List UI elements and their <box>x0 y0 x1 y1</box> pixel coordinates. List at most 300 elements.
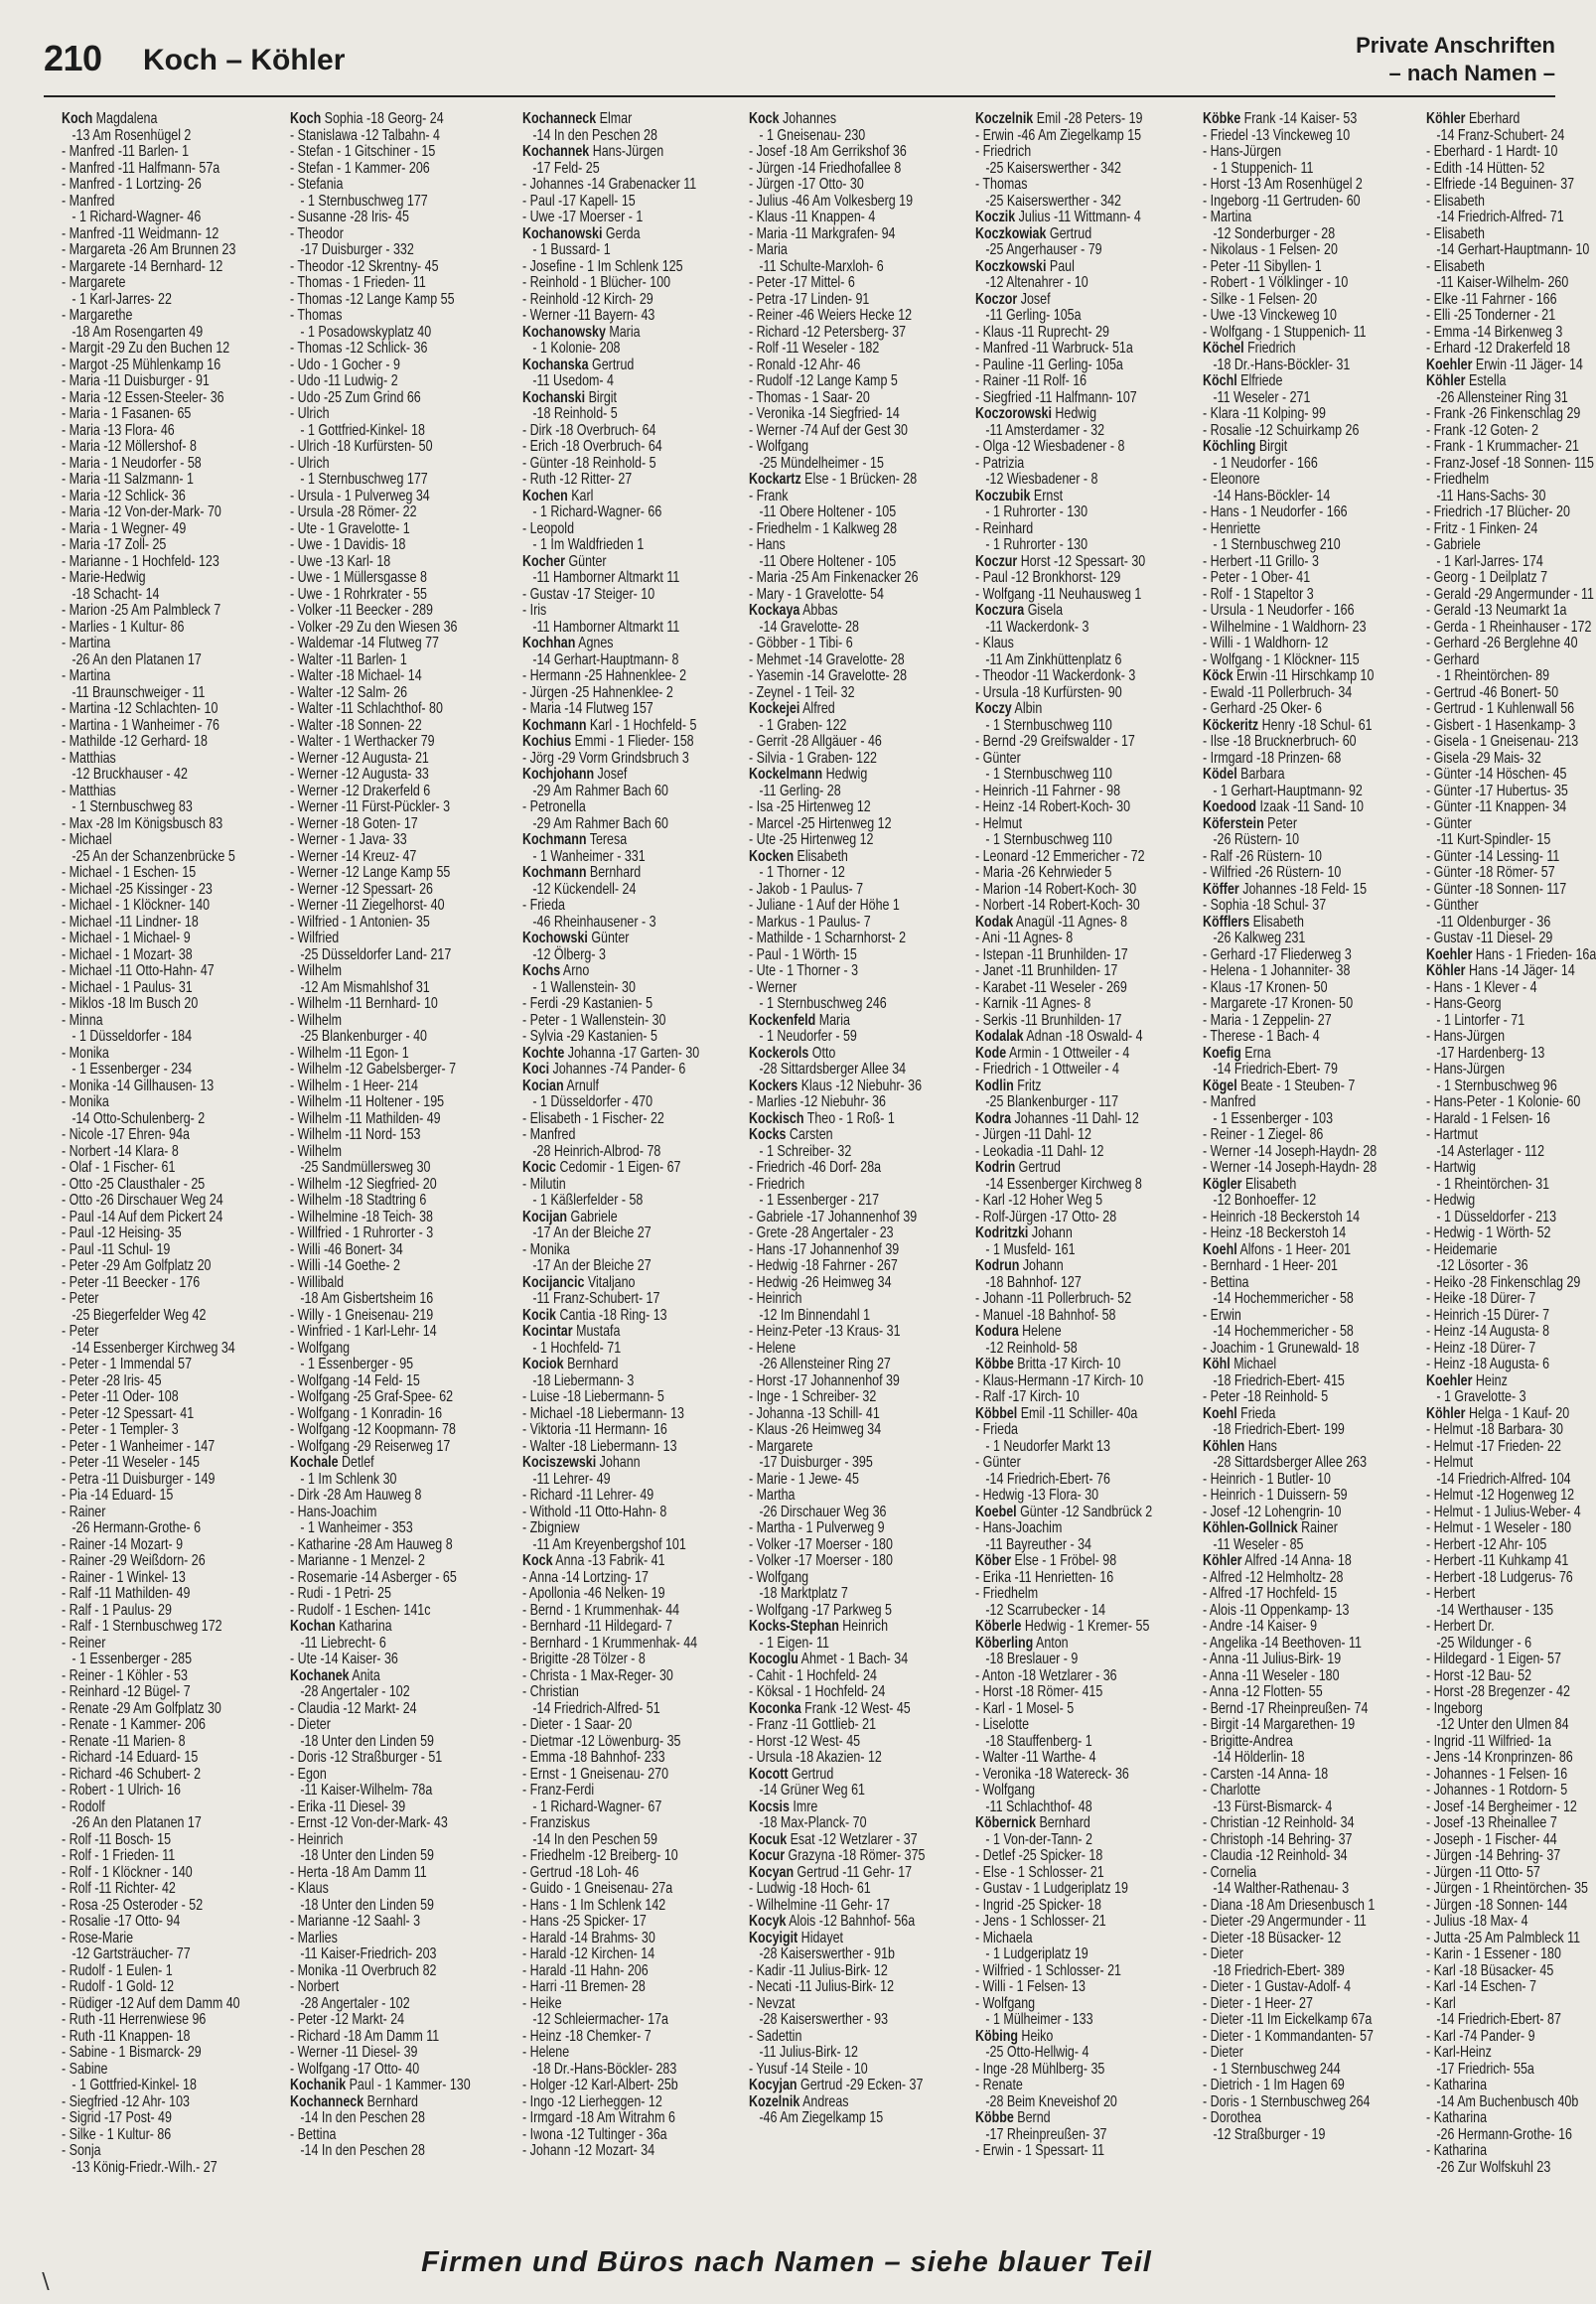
directory-entry: - Leopold <box>521 519 574 537</box>
directory-entry: - 1 Ludgeriplatz 19 <box>975 1945 1088 1962</box>
directory-entry: -14 Asterlager - 112 <box>1425 1142 1545 1160</box>
directory-entry: - Manfred <box>62 192 115 210</box>
directory-entry: -18 Dr.-Hans-Böckler- 31 <box>1202 356 1351 373</box>
directory-entry: - 1 Essenberger - 103 <box>1202 1109 1334 1127</box>
directory-entry: - 1 Essenberger - 285 <box>62 1651 193 1667</box>
directory-entry: Kodrin Gertrud <box>975 1159 1062 1176</box>
directory-entry: - Rolf - 1 Klöckner - 140 <box>62 1863 193 1881</box>
directory-entry: - Günter -18 Reinhold- 5 <box>521 454 656 472</box>
directory-entry: - Karin - 1 Essener - 180 <box>1425 1945 1561 1962</box>
directory-entry: -12 Am Mismahlshof 31 <box>290 978 431 996</box>
directory-entry: - Siegfried -11 Halfmann- 107 <box>975 388 1137 406</box>
directory-entry: - Helmut - 1 Julius-Weber- 4 <box>1425 1503 1581 1520</box>
directory-entry: - Emma -14 Birkenweg 3 <box>1425 323 1563 341</box>
page-header <box>44 30 1555 95</box>
directory-entry: - Werner -12 Augusta- 21 <box>290 749 430 767</box>
directory-entry: - Paul -12 Bronkhorst- 129 <box>975 569 1121 586</box>
directory-entry: - Wolfgang <box>290 1339 351 1357</box>
directory-entry: -14 Friedrich-Ebert- 79 <box>1202 1061 1338 1078</box>
directory-entry: - Franz-Josef -18 Sonnen- 115 <box>1425 454 1594 472</box>
directory-entry: - Julius -18 Max- 4 <box>1425 1913 1528 1930</box>
directory-entry: - Norbert -14 Robert-Koch- 30 <box>975 897 1140 914</box>
directory-entry: - Ingrid -25 Spicker- 18 <box>975 1896 1102 1914</box>
directory-entry: Koefig Erna <box>1202 1044 1271 1062</box>
directory-entry: - Wilhelm -12 Siegfried- 20 <box>290 1175 438 1193</box>
directory-entry: - Brigitte-Andrea <box>1202 1732 1293 1750</box>
directory-entry: -12 Bonhoeffer- 12 <box>1202 1192 1317 1209</box>
directory-entry: -29 Am Rahmer Bach 60 <box>521 782 668 799</box>
directory-entry: - Johann -11 Pollerbruch- 52 <box>975 1290 1132 1307</box>
directory-entry: - Dieter - 1 Heer- 27 <box>1202 1994 1313 2012</box>
directory-entry: -18 Unter den Linden 59 <box>290 1847 435 1864</box>
directory-entry: - Stefan - 1 Gitschiner - 15 <box>290 143 436 160</box>
directory-entry: - Renate - 1 Kammer- 206 <box>62 1716 206 1733</box>
directory-entry: -14 Essenberger Kirchweg 34 <box>62 1339 235 1357</box>
directory-entry: - Willi -46 Bonert- 34 <box>290 1240 404 1258</box>
directory-entry: - Klaus -26 Heimweg 34 <box>749 1421 882 1438</box>
directory-entry: - Claudia -12 Markt- 24 <box>290 1699 418 1717</box>
directory-entry: - Dieter - 1 Kommandanten- 57 <box>1202 2027 1374 2045</box>
directory-entry: -14 Essenberger Kirchweg 8 <box>975 1175 1143 1193</box>
directory-entry: - Friedrich <box>749 1175 805 1193</box>
directory-entry: - Dieter <box>1202 1945 1243 1962</box>
directory-entry: - Uwe -17 Moerser - 1 <box>521 209 643 225</box>
directory-entry: - Johannes - 1 Rotdorn- 5 <box>1425 1782 1568 1799</box>
directory-entry: - Heinz -18 Augusta- 6 <box>1425 1356 1550 1372</box>
directory-entry: - Hedwig -13 Flora- 30 <box>975 1487 1099 1504</box>
directory-entry: - Margit -29 Zu den Buchen 12 <box>62 340 230 357</box>
directory-entry: -25 An der Schanzenbrücke 5 <box>62 847 235 865</box>
directory-entry: - Otto -25 Clausthaler - 25 <box>62 1175 206 1193</box>
directory-entry: - Klaus-Hermann -17 Kirch- 10 <box>975 1371 1144 1389</box>
directory-entry: - Wolfgang -17 Otto- 40 <box>290 2060 420 2078</box>
directory-entry: - Gertrud - 1 Kuhlenwall 56 <box>1425 700 1575 717</box>
directory-entry: - 1 Sternbuschweg 110 <box>975 766 1112 783</box>
directory-entry: -25 Kaiserswerther - 342 <box>975 192 1122 210</box>
directory-entry: - 1 Richard-Wagner- 46 <box>62 209 202 225</box>
directory-entry: - 1 Ruhrorter - 130 <box>975 536 1088 553</box>
directory-entry: - Gertrud -46 Bonert- 50 <box>1425 683 1559 701</box>
directory-entry: - 1 Eigen- 11 <box>749 1634 830 1652</box>
directory-entry: - Doris - 1 Sternbuschweg 264 <box>1202 2092 1371 2110</box>
directory-entry: - Wilhelm -18 Stadtring 6 <box>290 1192 427 1209</box>
directory-entry: - Marianne - 1 Hochfeld- 123 <box>62 552 219 570</box>
directory-entry: - Werner -74 Auf der Gest 30 <box>749 421 909 439</box>
directory-entry: - Margareta -26 Am Brunnen 23 <box>62 241 236 258</box>
directory-entry: - Ralf -11 Mathilden- 49 <box>62 1585 191 1602</box>
directory-entry: - Thomas - 1 Saar- 20 <box>749 388 871 406</box>
directory-entry: Koczur Horst -12 Spessart- 30 <box>975 552 1146 570</box>
directory-entry: - Marianne - 1 Menzel- 2 <box>290 1552 426 1569</box>
directory-entry: Kocur Grazyna -18 Römer- 375 <box>749 1847 926 1864</box>
directory-entry: -26 Hermann-Grothe- 16 <box>1425 2125 1572 2143</box>
directory-entry: - Hedwig - 1 Wörth- 52 <box>1425 1224 1551 1241</box>
directory-entry: Kociok Bernhard <box>521 1356 618 1372</box>
directory-entry: - Olga -12 Wiesbadener - 8 <box>975 438 1125 455</box>
directory-entry: - Heinrich -11 Fahrner - 98 <box>975 782 1121 799</box>
directory-entry: -18 Dr.-Hans-Böckler- 283 <box>521 2060 676 2078</box>
directory-entry: Kocuk Esat -12 Wetzlarer - 37 <box>749 1830 918 1848</box>
directory-entry: -28 Heinrich-Albrod- 78 <box>521 1142 660 1160</box>
directory-entry: - Werner - 1 Java- 33 <box>290 831 408 848</box>
directory-entry: Kocyjan Gertrud -29 Ecken- 37 <box>749 2077 924 2093</box>
directory-entry: - Wilfried - 1 Schlosser- 21 <box>975 1961 1122 1979</box>
directory-entry: - Peter - 1 Wallenstein- 30 <box>521 1011 665 1029</box>
directory-entry: - Katharine -28 Am Hauweg 8 <box>290 1535 454 1553</box>
directory-entry: - Hermann -25 Hahnenklee- 2 <box>521 667 686 684</box>
directory-entry: -18 Bahnhof- 127 <box>975 1273 1083 1291</box>
directory-entry: - Marlies <box>290 1929 339 1946</box>
directory-entry: - Waldemar -14 Flutweg 77 <box>290 635 440 651</box>
directory-entry: -12 Wiesbadener - 8 <box>975 471 1098 488</box>
directory-entry: -14 Friedrich-Ebert- 76 <box>975 1470 1111 1488</box>
directory-entry: -46 Rheinhausener - 3 <box>521 913 656 931</box>
directory-entry: - Inge -28 Mühlberg- 35 <box>975 2060 1105 2078</box>
directory-entry: - Wilhelm -12 Gabelsberger- 7 <box>290 1061 457 1078</box>
directory-entry: Koczik Julius -11 Wittmann- 4 <box>975 209 1142 225</box>
directory-entry: - Rosa -25 Osteroder - 52 <box>62 1896 204 1914</box>
directory-entry: - Rolf -11 Bosch- 15 <box>62 1830 172 1848</box>
directory-entry: - 1 Essenberger - 95 <box>290 1356 414 1372</box>
directory-entry: -12 Reinhold- 58 <box>975 1339 1078 1357</box>
directory-entry: - Rolf-Jürgen -17 Otto- 28 <box>975 1208 1117 1225</box>
directory-entry: - Norbert <box>290 1978 340 1995</box>
directory-entry: - Sadettin <box>749 2027 802 2045</box>
directory-entry: - Friedhelm <box>1425 471 1490 488</box>
directory-entry: -11 Kaiser-Wilhelm- 78a <box>290 1782 433 1799</box>
directory-entry: -26 Allensteiner Ring 31 <box>1425 388 1568 406</box>
directory-entry: - Richard -46 Schubert- 2 <box>62 1765 202 1783</box>
directory-entry: - Norbert -14 Klara- 8 <box>62 1142 179 1160</box>
directory-entry: -28 Angertaler - 102 <box>290 1683 411 1700</box>
directory-entry: -11 Franz-Schubert- 17 <box>521 1290 659 1307</box>
section-heading <box>1356 32 1555 87</box>
directory-entry: - 1 Rheintörchen- 31 <box>1425 1175 1550 1193</box>
header-divider <box>44 95 1555 97</box>
directory-entry: - Irmgard -18 Am Witrahm 6 <box>521 2109 675 2126</box>
directory-entry: Kocks Carsten <box>749 1126 833 1143</box>
directory-entry: - Heinrich - 1 Butler- 10 <box>1202 1470 1331 1488</box>
directory-entry: - Peter -12 Spessart- 41 <box>62 1404 195 1422</box>
directory-entry: - Rodolf <box>62 1798 105 1815</box>
directory-entry: -18 Reinhold- 5 <box>521 405 618 422</box>
directory-entry: - Hans - 1 Klever - 4 <box>1425 978 1537 996</box>
directory-entry: - 1 Thorner - 12 <box>749 864 846 881</box>
directory-entry: - Marcel -25 Hirtenweg 12 <box>749 814 892 832</box>
directory-entry: - Hans - 1 Im Schlenk 142 <box>521 1896 665 1914</box>
directory-entry: - Hans-Jürgen <box>1425 1061 1506 1078</box>
directory-entry: -14 Gravelotte- 28 <box>749 618 860 636</box>
directory-entry: - Martina -12 Schlachten- 10 <box>62 700 218 717</box>
directory-entry: - Wolfgang -29 Reiserweg 17 <box>290 1437 451 1455</box>
directory-entry: - Ursula -18 Kurfürsten- 90 <box>975 683 1122 701</box>
directory-entry: - 1 Von-der-Tann- 2 <box>975 1830 1093 1848</box>
directory-entry: Kozelnik Andreas <box>749 2092 849 2110</box>
directory-entry: - Werner -12 Lange Kamp 55 <box>290 864 451 881</box>
directory-entry: - Werner -12 Drakerfeld 6 <box>290 782 431 799</box>
directory-entry: - Hedwig -26 Heimweg 34 <box>749 1273 892 1291</box>
directory-entry: - Wilhelm -11 Bernhard- 10 <box>290 995 439 1012</box>
directory-entry: - Volker -29 Zu den Wiesen 36 <box>290 618 458 636</box>
directory-entry: - Ursula -18 Akazien- 12 <box>749 1749 883 1766</box>
directory-entry: - Jens -14 Kronprinzen- 86 <box>1425 1749 1573 1766</box>
directory-entry: - Willibald <box>290 1273 345 1291</box>
directory-entry: - Heiko -28 Finkenschlag 29 <box>1425 1273 1581 1291</box>
directory-entry: - Rolf - 1 Stapeltor 3 <box>1202 585 1314 603</box>
directory-entry: - Willi -14 Goethe- 2 <box>290 1257 401 1274</box>
directory-entry: -26 Hermann-Grothe- 6 <box>62 1519 202 1536</box>
directory-entry: - Wilhelm <box>290 1142 343 1160</box>
directory-entry: - Ralf -17 Kirch- 10 <box>975 1388 1080 1405</box>
directory-entry: -25 Blankenburger - 40 <box>290 1028 428 1045</box>
directory-entry: - Charlotte <box>1202 1782 1261 1799</box>
directory-entry: - Yusuf -14 Steile - 10 <box>749 2060 869 2078</box>
directory-entry: - Günther <box>1425 897 1479 914</box>
directory-entry: - Günter <box>1425 814 1472 832</box>
directory-entry: - Frank -26 Finkenschlag 29 <box>1425 405 1581 422</box>
directory-entry: Kodura Helene <box>975 1323 1062 1340</box>
directory-entry: - Klaus <box>975 635 1015 651</box>
directory-entry: - Necati -11 Julius-Birk- 12 <box>749 1978 895 1995</box>
directory-entry: Koedood Izaak -11 Sand- 10 <box>1202 798 1364 815</box>
directory-entry: -17 Feld- 25 <box>521 159 600 177</box>
directory-entry: Köbke Frank -14 Kaiser- 53 <box>1202 110 1358 127</box>
directory-entry: - Ruth -12 Ritter- 27 <box>521 471 632 488</box>
directory-entry: - Erwin <box>1202 1306 1241 1324</box>
directory-entry: - Thomas <box>290 307 343 324</box>
directory-entry: -17 An der Bleiche 27 <box>521 1257 652 1274</box>
directory-entry: - Zeynel - 1 Teil- 32 <box>749 683 855 701</box>
directory-entry: - Ute - 1 Thorner - 3 <box>749 962 859 979</box>
directory-entry: - Maria -11 Markgrafen- 94 <box>749 224 896 242</box>
directory-entry: - Walter -18 Liebermann- 13 <box>521 1437 677 1455</box>
directory-entry: - Rainer -29 Weißdorn- 26 <box>62 1552 206 1569</box>
directory-entry: - 1 Gerhart-Hauptmann- 92 <box>1202 782 1363 799</box>
directory-entry: - Ludwig -18 Hoch- 61 <box>749 1880 872 1897</box>
directory-entry: -18 Friedrich-Ebert- 415 <box>1202 1371 1345 1389</box>
directory-entry: -14 Hochemmericher - 58 <box>1202 1290 1354 1307</box>
directory-entry: - 1 Richard-Wagner- 67 <box>521 1798 661 1815</box>
directory-entry: - Sabine - 1 Bismarck- 29 <box>62 2044 202 2061</box>
directory-entry: - Werner -14 Kreuz- 47 <box>290 847 417 865</box>
directory-entry: Köbernick Bernhard <box>975 1814 1091 1831</box>
directory-entry: - 1 Sternbuschweg 110 <box>975 831 1112 848</box>
directory-entry: - Monika <box>62 1093 109 1110</box>
directory-entry: - Karl-Heinz <box>1425 2044 1492 2061</box>
directory-entry: Köberling Anton <box>975 1634 1069 1652</box>
directory-entry: - Silke - 1 Felsen- 20 <box>1202 290 1318 308</box>
directory-entry: - 1 Düsseldorfer - 213 <box>1425 1208 1557 1225</box>
directory-entry: - Ralf -26 Rüstern- 10 <box>1202 847 1322 865</box>
directory-entry: - Mathilde -12 Gerhard- 18 <box>62 733 208 750</box>
directory-entry: -25 Kaiserswerther - 342 <box>975 159 1122 177</box>
directory-entry: - 1 Wanheimer - 353 <box>290 1519 414 1536</box>
directory-entry: Kocyk Alois -12 Bahnhof- 56a <box>749 1913 916 1930</box>
directory-entry: - Matthias <box>62 749 116 767</box>
directory-entry: - Maria <box>749 241 789 258</box>
directory-entry: Köhler Alfred -14 Anna- 18 <box>1202 1552 1352 1569</box>
directory-entry: -17 Duisburger - 395 <box>749 1454 874 1471</box>
directory-entry: - Renate -11 Marien- 8 <box>62 1732 186 1750</box>
directory-entry: - Maria - 1 Wegner- 49 <box>62 519 187 537</box>
directory-entry: - Gerhard -25 Oker- 6 <box>1202 700 1322 717</box>
directory-entry: - Peter -18 Reinhold- 5 <box>1202 1388 1329 1405</box>
directory-entry: - Nicole -17 Ehren- 94a <box>62 1126 190 1143</box>
directory-entry: - Heike <box>521 1994 562 2012</box>
directory-entry: - Marion -14 Robert-Koch- 30 <box>975 880 1137 898</box>
directory-entry: - Karl -18 Büsacker- 45 <box>1425 1961 1554 1979</box>
directory-entry: - Dorothea <box>1202 2109 1261 2126</box>
directory-entry: Kocic Cedomir - 1 Eigen- 67 <box>521 1159 681 1176</box>
directory-entry: Köhl Michael <box>1202 1356 1277 1372</box>
directory-entry: - Ruth -11 Herrenwiese 96 <box>62 2011 207 2028</box>
directory-entry: Koczkowiak Gertrud <box>975 224 1092 242</box>
directory-entry: Kögler Elisabeth <box>1202 1175 1297 1193</box>
directory-columns <box>62 110 1596 2217</box>
directory-entry: - Zbigniew <box>521 1519 580 1536</box>
directory-entry: - Hedwig -18 Fahrner - 267 <box>749 1257 899 1274</box>
directory-entry: Kochanneck Bernhard <box>290 2092 419 2110</box>
directory-entry: - 1 Neudorfer Markt 13 <box>975 1437 1111 1455</box>
directory-entry: -18 Liebermann- 3 <box>521 1371 634 1389</box>
directory-entry: - 1 Graben- 122 <box>749 716 847 734</box>
directory-entry: - Kadir -11 Julius-Birk- 12 <box>749 1961 889 1979</box>
directory-entry: - Theodor -11 Wackerdonk- 3 <box>975 667 1136 684</box>
directory-entry: - Michael - 1 Michael- 9 <box>62 930 191 946</box>
directory-entry: - Maria - 1 Neudorfer - 58 <box>62 454 202 472</box>
directory-entry: Kochmann Teresa <box>521 831 627 848</box>
directory-entry: - Ralf - 1 Sternbuschweg 172 <box>62 1618 222 1635</box>
directory-entry: - Iwona -12 Tultinger - 36a <box>521 2125 667 2143</box>
directory-entry: - Heinz -14 Augusta- 8 <box>1425 1323 1550 1340</box>
directory-entry: - Wolfgang - 1 Konradin- 16 <box>290 1404 443 1422</box>
directory-entry: - Friedrich -17 Blücher- 20 <box>1425 504 1570 520</box>
directory-entry: - Angelika -14 Beethoven- 11 <box>1202 1634 1362 1652</box>
directory-entry: - Jürgen -11 Dahl- 12 <box>975 1126 1092 1143</box>
directory-entry: - Hans-Jürgen <box>1202 143 1282 160</box>
directory-entry: - Michael -25 Kissinger - 23 <box>62 880 213 898</box>
directory-entry: - Heinz-Peter -13 Kraus- 31 <box>749 1323 901 1340</box>
directory-entry: - Luise -18 Liebermann- 5 <box>521 1388 664 1405</box>
directory-entry: Kochowski Günter <box>521 930 630 946</box>
directory-entry: - Werner -11 Diesel- 39 <box>290 2044 418 2061</box>
directory-entry: - Leokadia -11 Dahl- 12 <box>975 1142 1104 1160</box>
directory-entry: - Rüdiger -12 Auf dem Damm 40 <box>62 1994 240 2012</box>
directory-entry: -13 König-Friedr.-Wilh.- 27 <box>62 2158 218 2176</box>
directory-entry: -28 Sittardsberger Allee 34 <box>749 1061 907 1078</box>
directory-entry: -11 Gerling- 28 <box>749 782 842 799</box>
directory-entry: Kocks-Stephan Heinrich <box>749 1618 889 1635</box>
directory-entry: Kodak Anagül -11 Agnes- 8 <box>975 913 1128 931</box>
directory-entry: -14 Hölderlin- 18 <box>1202 1749 1305 1766</box>
directory-entry: - Elisabeth - 1 Fischer- 22 <box>521 1109 664 1127</box>
directory-entry: - Marianne -12 Saahl- 3 <box>290 1913 421 1930</box>
directory-entry: - Rolf -11 Richter- 42 <box>62 1880 176 1897</box>
directory-entry: -17 Friedrich- 55a <box>1425 2060 1534 2078</box>
directory-entry: - Apollonia -46 Nelken- 19 <box>521 1585 665 1602</box>
directory-entry: Kociszewski Johann <box>521 1454 641 1471</box>
directory-entry: -18 Unter den Linden 59 <box>290 1732 435 1750</box>
directory-entry: - Jens - 1 Schlosser- 21 <box>975 1913 1106 1930</box>
directory-entry: - Theodor <box>290 224 345 242</box>
directory-entry: - Rolf -11 Weseler - 182 <box>749 340 880 357</box>
directory-entry: - Manuel -18 Bahnhof- 58 <box>975 1306 1116 1324</box>
directory-entry: -28 Angertaler - 102 <box>290 1994 411 2012</box>
directory-entry: - Paul -14 Auf dem Pickert 24 <box>62 1208 223 1225</box>
directory-entry: - Sabine <box>62 2060 108 2078</box>
directory-entry: - Gustav - 1 Ludgeriplatz 19 <box>975 1880 1129 1897</box>
directory-entry: - Günter -14 Lessing- 11 <box>1425 847 1560 865</box>
directory-entry: - 1 Im Waldfrieden 1 <box>521 536 644 553</box>
directory-entry: - Monika <box>62 1044 109 1062</box>
directory-entry: - Franziskus <box>521 1814 590 1831</box>
directory-entry: - Bernhard - 1 Krummenhak- 44 <box>521 1634 697 1652</box>
directory-entry: - Milutin <box>521 1175 566 1193</box>
directory-entry: Kocott Gertrud <box>749 1765 834 1783</box>
directory-entry: - Heinrich <box>290 1830 344 1848</box>
directory-entry: - Fritz - 1 Finken- 24 <box>1425 519 1538 537</box>
directory-entry: - Reinhard -12 Bügel- 7 <box>62 1683 191 1700</box>
directory-entry: -12 Scarrubecker - 14 <box>975 1601 1106 1619</box>
directory-entry: - Wolfgang -12 Koopmann- 78 <box>290 1421 457 1438</box>
directory-entry: - Rudi - 1 Petri- 25 <box>290 1585 392 1602</box>
directory-entry: - Nikolaus - 1 Felsen- 20 <box>1202 241 1338 258</box>
directory-entry: - Mary - 1 Gravelotte- 54 <box>749 585 885 603</box>
directory-entry: - Robert - 1 Völklinger - 10 <box>1202 274 1349 291</box>
directory-entry: - Manfred <box>1202 1093 1256 1110</box>
directory-entry: Köbbel Emil -11 Schiller- 40a <box>975 1404 1138 1422</box>
directory-entry: - Reiner - 1 Köhler - 53 <box>62 1666 188 1684</box>
directory-entry: -26 An den Platanen 17 <box>62 1814 202 1831</box>
directory-entry: Koch Sophia -18 Georg- 24 <box>290 110 445 127</box>
directory-entry: - Josef -18 Am Gerrikshof 36 <box>749 143 908 160</box>
directory-entry: - Reiner -46 Weiers Hecke 12 <box>749 307 913 324</box>
directory-entry: - Peter - 1 Ober- 41 <box>1202 569 1311 586</box>
directory-entry: - 1 Essenberger - 234 <box>62 1061 193 1078</box>
directory-entry: -18 Am Gisbertsheim 16 <box>290 1290 434 1307</box>
directory-entry: Kochanneck Elmar <box>521 110 632 127</box>
directory-entry: -14 Walther-Rathenau- 3 <box>1202 1880 1350 1897</box>
directory-entry: - Wolfgang -14 Feld- 15 <box>290 1371 421 1389</box>
directory-entry: - 1 Gneisenau- 230 <box>749 126 866 144</box>
directory-entry: - Marie - 1 Jewe- 45 <box>749 1470 860 1488</box>
directory-entry: - Wilhelm <box>290 1011 343 1029</box>
directory-entry: - Walter -11 Barlen- 1 <box>290 650 408 668</box>
directory-entry: - Gabriele <box>1425 536 1481 553</box>
directory-entry: - Ursula - 1 Pulverweg 34 <box>290 487 431 504</box>
directory-entry: - Theodor -12 Skrentny- 45 <box>290 257 440 275</box>
directory-entry: -14 Friedrich-Alfred- 71 <box>1425 209 1564 225</box>
directory-entry: - Friedrich <box>975 143 1032 160</box>
directory-entry: - Marlies - 1 Kultur- 86 <box>62 618 185 636</box>
directory-entry: - Willy - 1 Gneisenau- 219 <box>290 1306 434 1324</box>
directory-entry: - 1 Posadowskyplatz 40 <box>290 323 432 341</box>
directory-entry: - Karabet -11 Weseler - 269 <box>975 978 1127 996</box>
directory-entry: - Günter -14 Höschen- 45 <box>1425 766 1567 783</box>
directory-entry: - Michael -11 Otto-Hahn- 47 <box>62 962 215 979</box>
directory-entry: -18 Max-Planck- 70 <box>749 1814 867 1831</box>
directory-entry: - Jürgen -14 Behring- 37 <box>1425 1847 1561 1864</box>
directory-entry: - 1 Sternbuschweg 110 <box>975 716 1112 734</box>
directory-entry: - 1 Sternbuschweg 83 <box>62 798 193 815</box>
directory-entry: - Robert - 1 Ulrich- 16 <box>62 1782 181 1799</box>
directory-entry: - Petra -11 Duisburger - 149 <box>62 1470 216 1488</box>
directory-entry: -17 Hardenberg- 13 <box>1425 1044 1545 1062</box>
directory-entry: -25 Mündelheimer - 15 <box>749 454 885 472</box>
directory-entry: - Joseph - 1 Fischer- 44 <box>1425 1830 1557 1848</box>
directory-entry: - Jakob - 1 Paulus- 7 <box>749 880 864 898</box>
directory-entry: - Gerrit -28 Allgäuer - 46 <box>749 733 883 750</box>
